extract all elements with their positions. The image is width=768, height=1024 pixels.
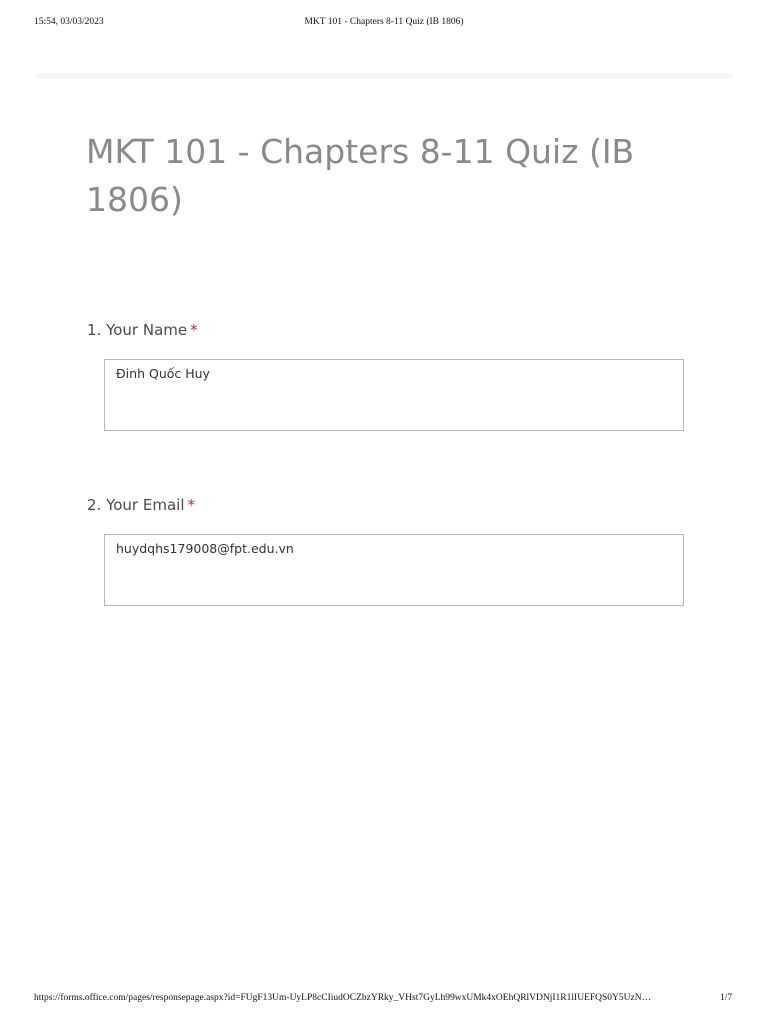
required-asterisk: * <box>187 496 195 514</box>
form-title: MKT 101 - Chapters 8-11 Quiz (IB 1806) <box>86 132 635 219</box>
email-answer-field[interactable]: huydqhs179008@fpt.edu.vn <box>104 534 684 606</box>
required-asterisk: * <box>190 321 198 339</box>
form-top-divider <box>36 73 733 79</box>
print-document-title: MKT 101 - Chapters 8-11 Quiz (IB 1806) <box>304 17 464 27</box>
question-label <box>87 495 707 515</box>
question-label <box>87 320 707 340</box>
print-url: https://forms.office.com/pages/responsepage.aspx?id=FUgF13Um-UyLP8cCIiudOCZbzYRky_VHst7GyLh99wxUMk4xOEhQRlVDNjI1R1lIUEFQS0Y5UzN… <box>34 993 652 1003</box>
name-answer-field[interactable]: Đinh Quốc Huy <box>104 359 684 431</box>
print-timestamp: 15:54, 03/03/2023 <box>34 17 104 27</box>
print-footer <box>0 993 768 1007</box>
question-label-text: 1. Your Name <box>87 321 188 339</box>
question-email <box>87 495 707 556</box>
page-number: 1/7 <box>720 993 733 1003</box>
question-name <box>87 320 707 381</box>
question-label-text: 2. Your Email <box>87 496 185 514</box>
print-header <box>0 17 768 31</box>
